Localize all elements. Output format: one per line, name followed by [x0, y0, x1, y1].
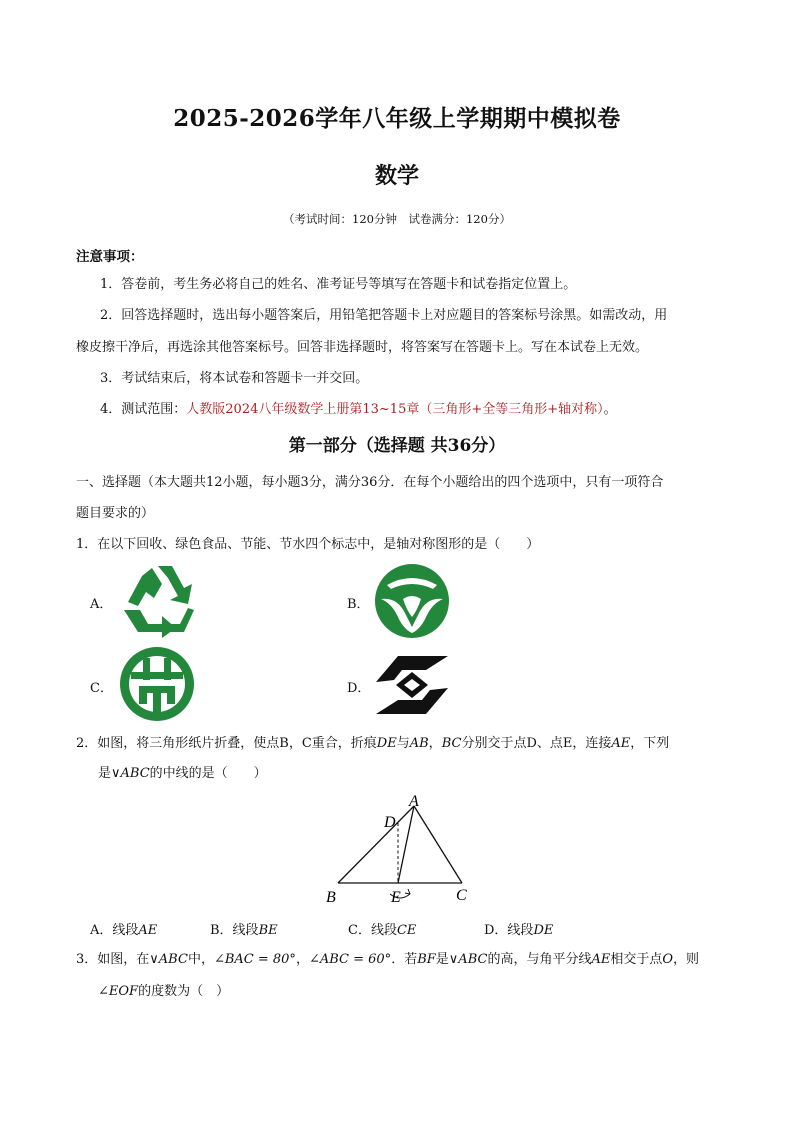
option-c-label: C． [90, 681, 113, 696]
notice-item-4 [100, 400, 617, 420]
q3-bf: BF [417, 952, 436, 967]
point-e-label: E [391, 889, 401, 906]
question-3-stem [76, 950, 699, 970]
q3-text-3: ．若 [391, 952, 418, 967]
notice-title: 注意事项： [76, 249, 144, 265]
page-title: 2025-2026学年八年级上学期期中模拟卷 [173, 105, 621, 132]
question-2-stem [76, 734, 669, 754]
notice-item-4-prefix: 4．测试范围： [100, 402, 187, 417]
energy-saving-icon [117, 646, 197, 726]
notice-item-2: 2．回答选择题时，选出每小题答案后，用铅笔把答题卡上对应题目的答案标号涂黑。如需改动，用 [100, 308, 668, 323]
notice-item-2-cont: 橡皮擦干净后，再选涂其他答案标号。回答非选择题时，将答案写在答题卡上。写在本试卷上无效。 [76, 340, 649, 355]
subject-title: 数学 [374, 163, 419, 189]
q2-choice-c-label: C．线段 [348, 923, 397, 938]
q3-text-1: 3．如图，在 [76, 952, 150, 967]
q2-choice-d-label: D．线段 [484, 923, 534, 938]
q3-ae: AE [591, 952, 611, 967]
q2-text-7: 的中线的是（ ） [149, 766, 267, 781]
notice-item-4-suffix: 。 [603, 402, 617, 417]
q3-text-2: 中， [187, 952, 214, 967]
notice-item-1: 1．答卷前，考生务必将自己的姓名、准考证号等填写在答题卡和试卷指定位置上。 [100, 277, 577, 292]
q2-choice-c-seg: CE [396, 923, 417, 938]
question-2-stem-cont [98, 764, 267, 784]
q2-choice-b-seg: BE [258, 923, 278, 938]
point-c-label: C [456, 887, 467, 904]
notice-item-3: 3．考试结束后，将本试卷和答题卡一并交回。 [100, 371, 369, 386]
recycle-icon [118, 562, 198, 642]
q2-choice-d-seg: DE [533, 923, 554, 938]
q2-choice-a-seg: AE [138, 923, 158, 938]
q2-triangle: ∨ABC [111, 766, 150, 781]
q2-text-4: 分别交于点D、点E，连接 [461, 736, 612, 751]
q2-choice-a-label: A．线段 [90, 923, 139, 938]
q3-text-8: 的度数为（ ） [138, 984, 230, 999]
section-intro: 一、选择题（本大题共12小题，每小题3分，满分36分．在每个小题给出的四个选项中，只有一项符合 [76, 475, 664, 490]
test-scope: 人教版2024八年级数学上册第13~15章（三角形+全等三角形+轴对称） [186, 402, 604, 417]
q2-text-5: ，下列 [630, 736, 670, 751]
q2-choice-b [210, 919, 278, 938]
q2-text-6: 是 [98, 766, 112, 781]
q2-ae: AE [611, 736, 631, 751]
section-intro-cont: 题目要求的） [76, 506, 155, 521]
q3-triangle-2: ∨ABC [448, 952, 488, 967]
q2-text-2: 与 [396, 736, 410, 751]
q2-choice-c [348, 919, 416, 938]
question-1-stem: 1．在以下回收、绿色食品、节能、节水四个标志中，是轴对称图形的是（ ） [76, 537, 540, 552]
q2-ab: AB [409, 736, 429, 751]
q3-text-6: 相交于点 [610, 952, 663, 967]
green-food-icon [373, 563, 451, 643]
point-d-label: D [384, 814, 396, 831]
question-3-stem-cont [98, 982, 229, 1002]
q2-bc: BC [441, 736, 462, 751]
q3-angle-abc: ∠ABC = 60° [308, 952, 392, 967]
part-title: 第一部分（选择题 共36分） [288, 436, 506, 456]
q3-comma: ， [295, 952, 309, 967]
q2-text-3: ， [428, 736, 442, 751]
q3-angle-bac: ∠BAC = 80° [213, 952, 296, 967]
exam-info: （考试时间：120分钟 试卷满分：120分） [283, 212, 511, 226]
q3-o: O [662, 952, 674, 967]
point-b-label: B [326, 889, 336, 906]
option-d-label: D． [347, 681, 371, 696]
option-b-label: B． [347, 597, 370, 612]
q2-de: DE [376, 736, 397, 751]
q3-text-7: ，则 [673, 952, 700, 967]
q2-choice-b-label: B．线段 [210, 923, 259, 938]
q3-text-5: 的高，与角平分线 [487, 952, 592, 967]
q3-text-4: 是 [435, 952, 449, 967]
water-saving-icon [372, 652, 452, 722]
q3-angle-eof: ∠EOF [98, 984, 139, 999]
fold-triangle-figure [318, 790, 478, 916]
option-a-label: A． [90, 597, 113, 612]
q3-triangle: ∨ABC [149, 952, 188, 967]
q2-choice-a [90, 919, 157, 938]
q2-text-1: 2．如图，将三角形纸片折叠，使点B，C重合，折痕 [76, 736, 377, 751]
q2-choice-d [484, 919, 553, 938]
point-a-label: A [409, 793, 419, 810]
